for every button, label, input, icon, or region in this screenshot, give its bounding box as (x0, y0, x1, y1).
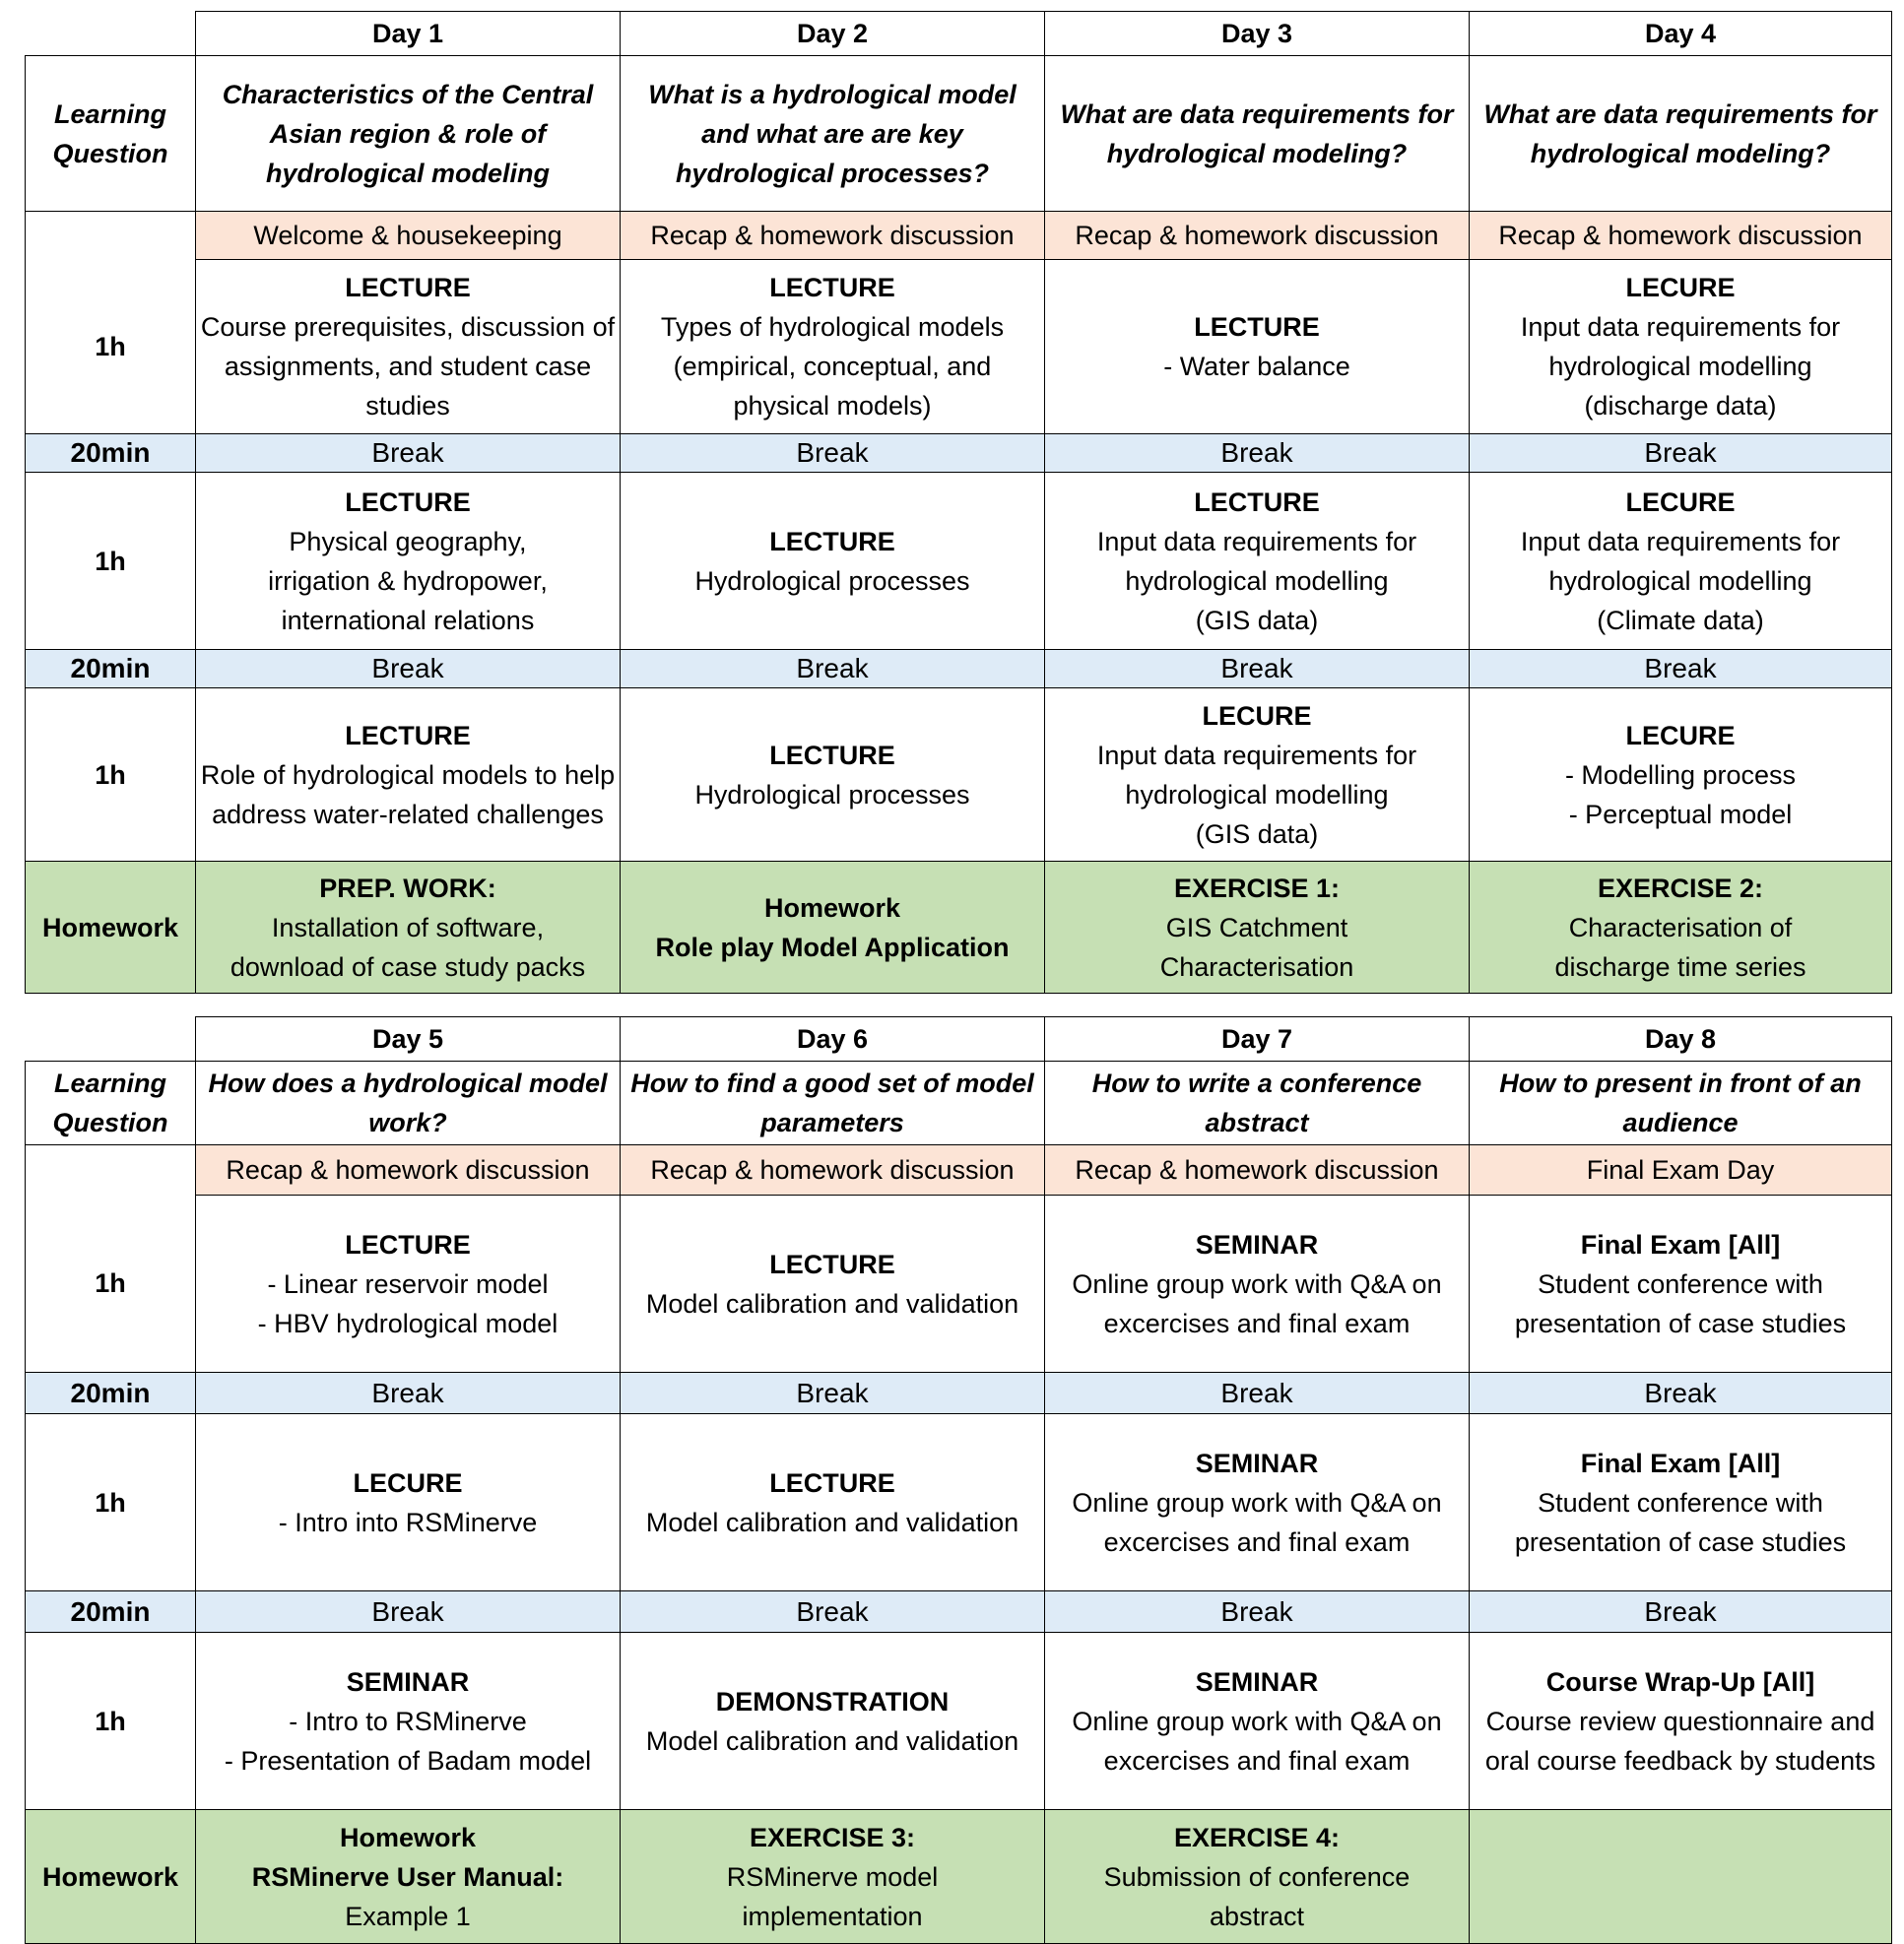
session-cell (621, 688, 1045, 862)
homework-cell (621, 862, 1045, 994)
intro-cell: Recap & homework discussion (196, 1145, 621, 1196)
session-title: SEMINAR (346, 1666, 470, 1697)
homework-cell (1045, 1810, 1470, 1944)
session-detail: Hydrological processes (694, 565, 970, 596)
session-cell (1470, 1414, 1892, 1591)
session-title: LECURE (1625, 273, 1736, 302)
day-header: Day 3 (1045, 12, 1470, 56)
intro-cell: Recap & homework discussion (621, 1145, 1045, 1196)
week1-break-row (26, 650, 1892, 688)
session-cell (621, 1633, 1045, 1810)
session-title: EXERCISE 3: (749, 1822, 916, 1852)
session-detail: Physical geography, (289, 526, 527, 556)
session-detail: Example 1 (345, 1901, 471, 1931)
session-detail: Hydrological processes (694, 779, 970, 810)
session-detail: Input data requirements for hydrological modelling (1096, 740, 1417, 810)
session-detail: abstract (1209, 1901, 1305, 1931)
day-header: Day 4 (1470, 12, 1892, 56)
session-title: LECTURE (345, 486, 471, 517)
session-detail: - Intro into RSMinerve (278, 1507, 538, 1537)
day-header: Day 7 (1045, 1017, 1470, 1062)
homework-cell (1470, 1810, 1892, 1944)
session-title: SEMINAR (1195, 1229, 1319, 1260)
session-detail: - Perceptual model (1568, 799, 1793, 829)
session-detail: (Climate data) (1597, 605, 1764, 635)
session-detail: download of case study packs (230, 951, 586, 982)
homework-label: Homework (26, 1810, 196, 1944)
session-cell (196, 260, 621, 434)
session-cell (1045, 688, 1470, 862)
day-header: Day 2 (621, 12, 1045, 56)
session-title: LECURE (1625, 720, 1736, 750)
session-title: EXERCISE 4: (1173, 1822, 1341, 1852)
learning-question: Characteristics of the Central Asian region & role of hydrological modeling (196, 56, 621, 212)
learning-question: How does a hydrological model work? (196, 1062, 621, 1145)
session-cell (1470, 1196, 1892, 1373)
week1-break-row (26, 434, 1892, 473)
session-cell (621, 260, 1045, 434)
week1-slot3-row (26, 688, 1892, 862)
break-cell: Break (196, 1373, 621, 1414)
week2-slot2-row (26, 1414, 1892, 1591)
duration-label: 20min (26, 650, 196, 688)
intro-cell: Welcome & housekeeping (196, 212, 621, 260)
learning-question: How to present in front of an audience (1470, 1062, 1892, 1145)
session-title: LECTURE (769, 1249, 895, 1279)
week2-homework-row (26, 1810, 1892, 1944)
session-title: DEMONSTRATION (715, 1686, 950, 1717)
week1-question-row (26, 56, 1892, 212)
learning-question: What is a hydrological model and what are are key hydrological processes? (621, 56, 1045, 212)
session-detail: - Water balance (1163, 352, 1350, 381)
week1-intro-row (26, 212, 1892, 260)
session-title: LECTURE (769, 273, 895, 302)
break-cell: Break (621, 1373, 1045, 1414)
session-cell (1470, 260, 1892, 434)
session-title: Homework (763, 892, 901, 923)
session-detail: Student conference with presentation of case studies (1514, 1268, 1847, 1338)
session-title: LECURE (1625, 486, 1736, 517)
session-detail: Types of hydrological models (empirical, conceptual, and physical models) (660, 312, 1005, 421)
duration-label: 1h (26, 473, 196, 650)
duration-label: 20min (26, 1591, 196, 1633)
session-detail: Course prerequisites, discussion of assignments, and student case studies (200, 312, 616, 421)
week2-question-row (26, 1062, 1892, 1145)
day-header: Day 8 (1470, 1017, 1892, 1062)
day-header: Day 6 (621, 1017, 1045, 1062)
session-cell (1045, 1633, 1470, 1810)
week1-homework-row (26, 862, 1892, 994)
session-detail: - Intro to RSMinerve (289, 1706, 527, 1736)
week2-day-header-row (26, 1017, 1892, 1062)
duration-label: 1h (26, 1633, 196, 1810)
break-cell: Break (196, 434, 621, 473)
session-cell (196, 1414, 621, 1591)
break-cell: Break (1045, 434, 1470, 473)
session-title: EXERCISE 2: (1597, 873, 1764, 903)
session-detail: Input data requirements for hydrological modelling (1096, 526, 1417, 596)
session-title: SEMINAR (1195, 1448, 1319, 1478)
session-cell (1470, 1633, 1892, 1810)
day-header: Day 5 (196, 1017, 621, 1062)
learning-question: What are data requirements for hydrological modeling? (1045, 56, 1470, 212)
break-cell: Break (1470, 434, 1892, 473)
session-title: LECTURE (769, 740, 895, 770)
break-cell: Break (1470, 1591, 1892, 1633)
week1-schedule-table (25, 11, 1892, 994)
session-title: Course Wrap-Up [All] (1545, 1666, 1815, 1697)
week2-schedule-table (25, 1016, 1892, 1944)
week2-slot1-row (26, 1196, 1892, 1373)
intro-cell: Recap & homework discussion (1470, 212, 1892, 260)
session-detail: Model calibration and validation (645, 1725, 1019, 1756)
session-detail: Online group work with Q&A on excercises and final exam (1072, 1268, 1442, 1338)
session-detail: Course review questionnaire and oral course feedback by students (1484, 1706, 1876, 1776)
session-detail: RSMinerve model (726, 1861, 939, 1892)
homework-cell (196, 1810, 621, 1944)
session-detail: - Modelling process (1564, 759, 1797, 790)
break-cell: Break (621, 1591, 1045, 1633)
learning-question: How to write a conference abstract (1045, 1062, 1470, 1145)
session-cell (196, 1633, 621, 1810)
session-detail: discharge time series (1554, 951, 1806, 982)
session-title: SEMINAR (1195, 1666, 1319, 1697)
session-title: LECTURE (345, 1229, 471, 1260)
day-header: Day 1 (196, 12, 621, 56)
session-detail: (GIS data) (1195, 605, 1319, 635)
session-detail: Online group work with Q&A on excercises and final exam (1072, 1487, 1442, 1557)
intro-cell: Recap & homework discussion (621, 212, 1045, 260)
homework-cell (1045, 862, 1470, 994)
duration-label: 20min (26, 434, 196, 473)
intro-cell: Final Exam Day (1470, 1145, 1892, 1196)
homework-cell (1470, 862, 1892, 994)
session-title: LECTURE (1194, 312, 1320, 342)
intro-cell: Recap & homework discussion (1045, 212, 1470, 260)
session-cell (621, 1414, 1045, 1591)
learning-question: What are data requirements for hydrological modeling? (1470, 56, 1892, 212)
break-cell: Break (196, 650, 621, 688)
week2-slot3-row (26, 1633, 1892, 1810)
session-detail: - Presentation of Badam model (224, 1745, 592, 1776)
session-title: LECURE (1202, 700, 1312, 731)
session-detail: Characterisation of (1568, 912, 1793, 942)
week1-slot1-row (26, 260, 1892, 434)
homework-cell (621, 1810, 1045, 1944)
session-cell (621, 1196, 1045, 1373)
session-title: LECTURE (345, 273, 471, 302)
session-cell (196, 473, 621, 650)
duration-label: 20min (26, 1373, 196, 1414)
session-detail: GIS Catchment (1165, 912, 1348, 942)
week2-break-row (26, 1591, 1892, 1633)
session-detail: implementation (742, 1901, 923, 1931)
duration-label: 1h (26, 1196, 196, 1373)
break-cell: Break (196, 1591, 621, 1633)
session-detail: Characterisation (1159, 951, 1354, 982)
break-cell: Break (1470, 650, 1892, 688)
session-cell (621, 473, 1045, 650)
session-detail: Installation of software, (271, 912, 545, 942)
session-cell (1470, 473, 1892, 650)
break-cell: Break (621, 434, 1045, 473)
session-title: LECTURE (345, 720, 471, 750)
session-cell (1045, 1414, 1470, 1591)
duration-label: 1h (26, 688, 196, 862)
week1-slot2-row (26, 473, 1892, 650)
duration-label: 1h (26, 260, 196, 434)
homework-label: Homework (26, 862, 196, 994)
session-cell (1045, 1196, 1470, 1373)
session-cell (1045, 473, 1470, 650)
learning-question: How to find a good set of model parameters (621, 1062, 1045, 1145)
session-detail: Online group work with Q&A on excercises and final exam (1072, 1706, 1442, 1776)
session-title: Homework (339, 1822, 477, 1852)
week2-break-row (26, 1373, 1892, 1414)
break-cell: Break (1045, 1591, 1470, 1633)
break-cell: Break (1045, 650, 1470, 688)
session-detail: Student conference with presentation of case studies (1514, 1487, 1847, 1557)
session-title: LECURE (353, 1467, 463, 1498)
session-detail: (GIS data) (1195, 818, 1319, 849)
week2-intro-row (26, 1145, 1892, 1196)
session-detail: Input data requirements for hydrological modelling (1520, 312, 1841, 381)
session-cell (1045, 260, 1470, 434)
week1-day-header-row (26, 12, 1892, 56)
session-detail: - Linear reservoir model (267, 1268, 549, 1299)
break-cell: Break (1045, 1373, 1470, 1414)
session-cell (196, 688, 621, 862)
session-detail: irrigation & hydropower, (268, 565, 548, 596)
session-title: LECTURE (769, 526, 895, 556)
homework-cell (196, 862, 621, 994)
session-title: EXERCISE 1: (1173, 873, 1341, 903)
session-title: Final Exam [All] (1580, 1229, 1781, 1260)
session-detail-bold: RSMinerve User Manual: (251, 1861, 564, 1892)
session-detail: international relations (281, 605, 535, 635)
session-title: LECTURE (1194, 486, 1320, 517)
session-title: PREP. WORK: (319, 873, 496, 903)
break-cell: Break (1470, 1373, 1892, 1414)
session-detail: - HBV hydrological model (257, 1308, 558, 1338)
intro-cell: Recap & homework discussion (1045, 1145, 1470, 1196)
session-cell (196, 1196, 621, 1373)
session-detail: Model calibration and validation (645, 1288, 1019, 1319)
session-detail: Model calibration and validation (645, 1507, 1019, 1537)
session-title: LECTURE (769, 1467, 895, 1498)
session-title: Final Exam [All] (1580, 1448, 1781, 1478)
duration-label: 1h (26, 1414, 196, 1591)
learning-question-label: Learning Question (26, 56, 196, 212)
learning-question-label: Learning Question (26, 1062, 196, 1145)
session-cell (1470, 688, 1892, 862)
break-cell: Break (621, 650, 1045, 688)
session-detail-bold: Role play Model Application (655, 932, 1010, 962)
session-detail: (discharge data) (1584, 391, 1777, 421)
session-detail: Input data requirements for hydrological modelling (1520, 526, 1841, 596)
session-detail: Role of hydrological models to help address water-related challenges (200, 759, 616, 829)
session-detail: Submission of conference (1103, 1861, 1411, 1892)
